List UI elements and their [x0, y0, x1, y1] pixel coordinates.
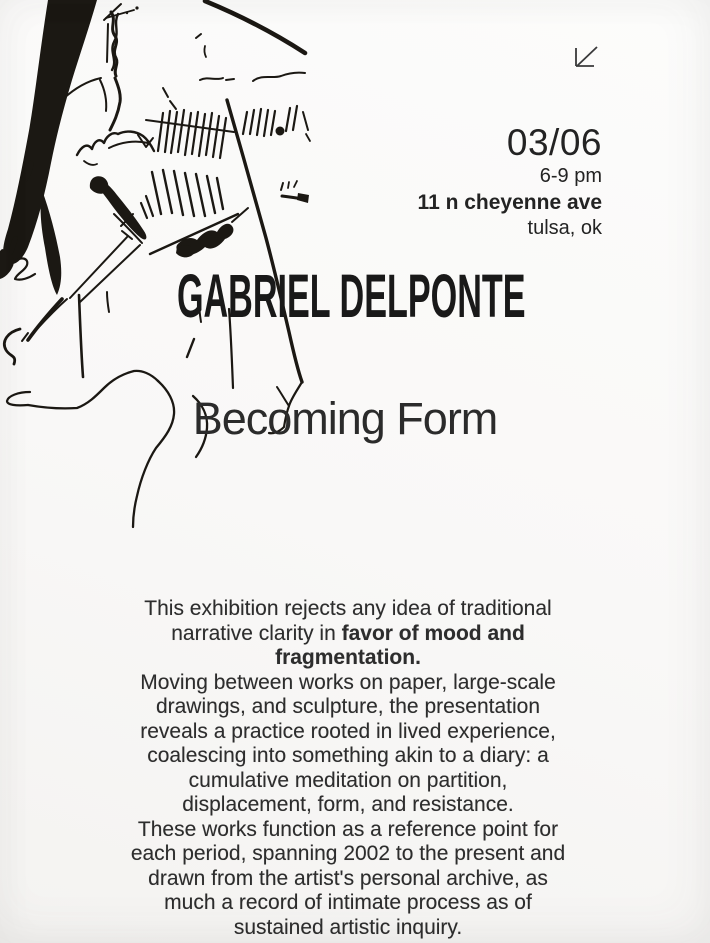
exhibition-description: [0, 597, 703, 940]
down-left-arrow-icon: [572, 44, 600, 71]
description-line: displacement, form, and resistance.: [182, 793, 514, 816]
event-time: 6-9 pm: [539, 165, 602, 187]
description-line: each period, spanning 2002 to the present and: [130, 842, 566, 865]
description-line: This exhibition rejects any idea of traditional: [144, 597, 552, 620]
description-line: sustained artistic inquiry.: [233, 915, 463, 939]
description-line: cumulative meditation on partition,: [188, 768, 508, 792]
description-line: fragmentation.: [275, 646, 421, 669]
description-line: drawn from the artist's personal archive, as: [148, 866, 548, 890]
description-line: Moving between works on paper, large-scale: [140, 670, 556, 694]
description-line: coalescing into something akin to a diary: a: [147, 744, 549, 767]
description-line: much a record of intimate process as of: [164, 891, 532, 914]
description-line: narrative clarity in favor of mood and: [171, 621, 525, 645]
event-city: tulsa, ok: [527, 217, 602, 239]
description-line: These works function as a reference point for: [137, 817, 559, 841]
description-line: reveals a practice rooted in lived experience,: [140, 719, 556, 743]
event-address: 11 n cheyenne ave: [417, 191, 602, 214]
exhibition-title: Becoming Form: [192, 393, 498, 444]
event-details: [418, 124, 602, 240]
description-line: drawings, and sculpture, the presentation: [155, 695, 541, 718]
event-date: 03/06: [506, 122, 602, 163]
artist-name: GABRIEL DELPONTE: [176, 262, 526, 330]
artist-name-row: [0, 262, 706, 330]
